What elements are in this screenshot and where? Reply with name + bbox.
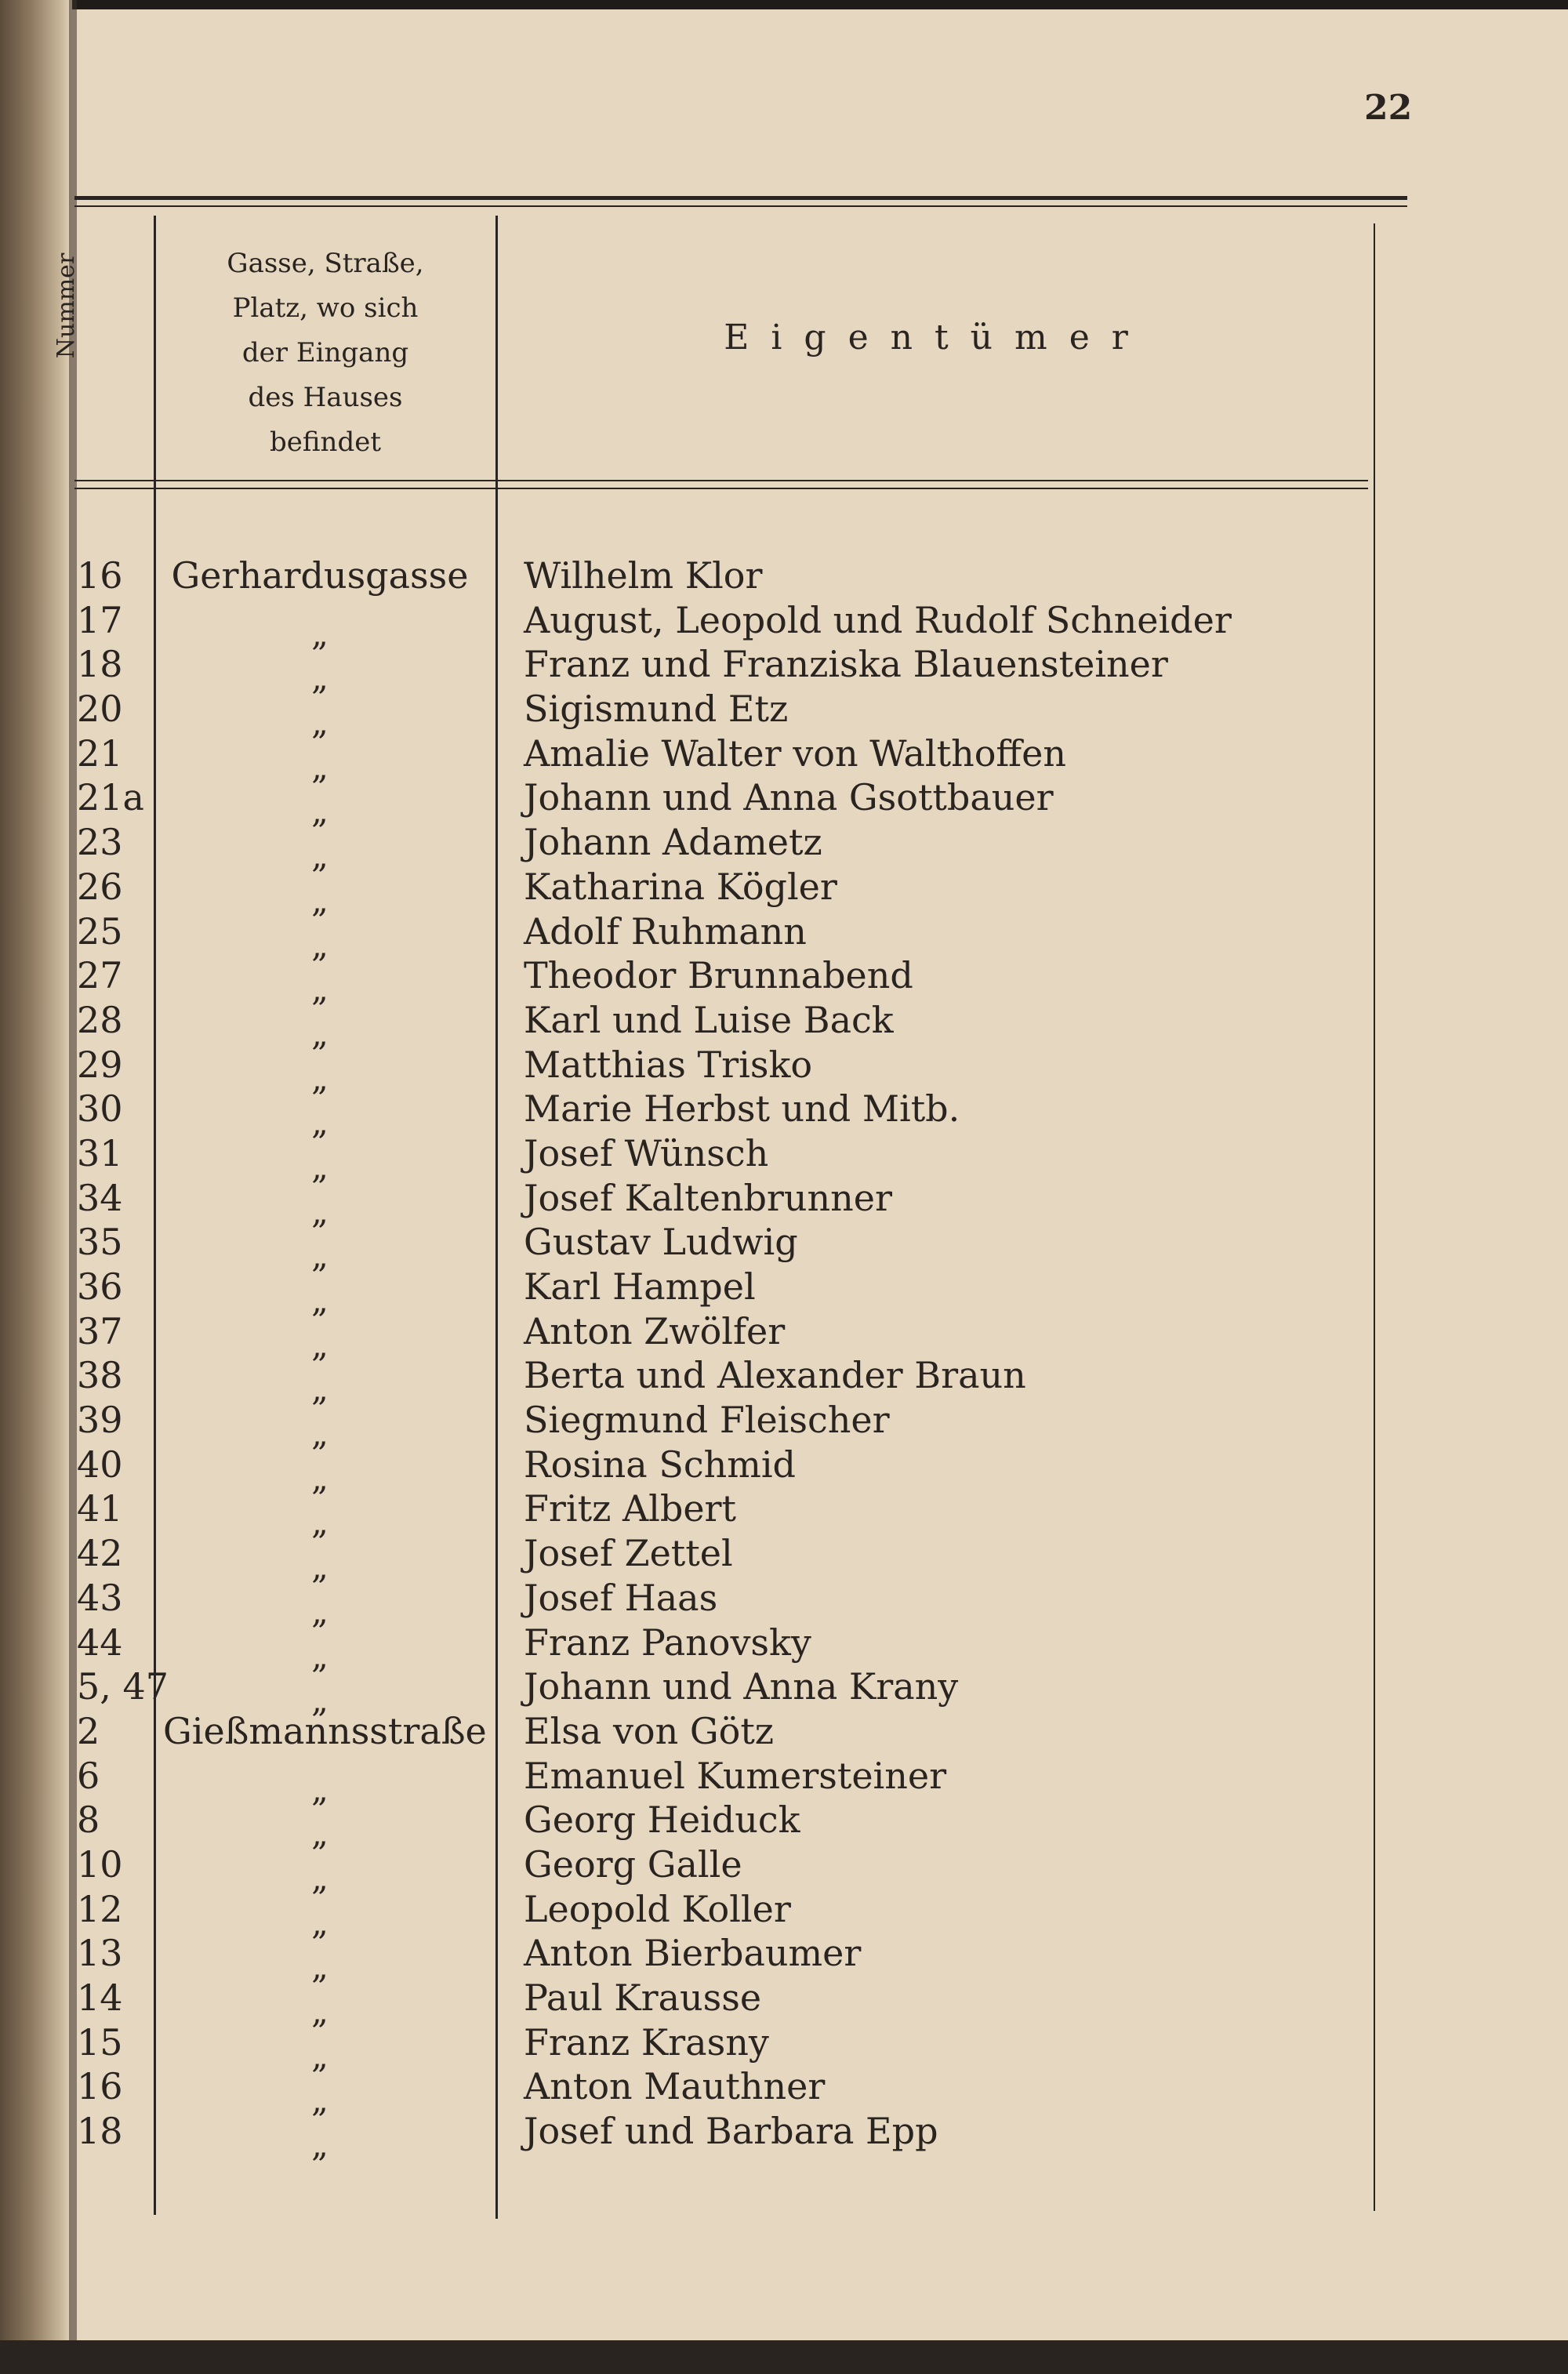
table-row xyxy=(0,1309,1568,1364)
table-row xyxy=(0,1131,1568,1186)
table-row xyxy=(0,1976,1568,2031)
house-number: 30 xyxy=(77,1087,123,1131)
house-number: 42 xyxy=(77,1532,123,1575)
table-row xyxy=(0,731,1568,786)
table-row xyxy=(0,953,1568,1009)
house-number: 17 xyxy=(77,598,123,641)
owner-name: Josef Haas xyxy=(524,1576,718,1619)
table-row xyxy=(0,1887,1568,1942)
table-row xyxy=(0,1621,1568,1675)
header-gasse-line: des Hauses xyxy=(248,382,403,413)
owner-name: Georg Heiduck xyxy=(524,1799,800,1842)
owner-name: Johann und Anna Gsottbauer xyxy=(524,776,1054,819)
table-row xyxy=(0,1043,1568,1098)
ditto-mark: „ xyxy=(311,792,328,831)
house-number: 39 xyxy=(77,1399,123,1442)
house-number: 40 xyxy=(77,1443,123,1486)
table-row xyxy=(0,909,1568,964)
house-number: 35 xyxy=(77,1221,123,1264)
ditto-mark: „ xyxy=(311,1325,328,1364)
ditto-mark: „ xyxy=(311,1236,328,1276)
ditto-mark: „ xyxy=(311,1548,328,1587)
owner-name: Franz Panovsky xyxy=(524,1621,811,1664)
house-number: 18 xyxy=(77,2110,123,2153)
owner-name: Josef Kaltenbrunner xyxy=(524,1176,892,1219)
table-row xyxy=(0,1443,1568,1497)
owner-name: Johann Adametz xyxy=(524,821,822,864)
table-row xyxy=(0,1486,1568,1542)
table-row xyxy=(0,2020,1568,2075)
ditto-mark: „ xyxy=(311,970,328,1009)
ditto-mark: „ xyxy=(311,1458,328,1497)
house-number: 10 xyxy=(77,1842,123,1886)
owner-name: Theodor Brunnabend xyxy=(524,954,913,997)
table-row xyxy=(0,554,1568,598)
header-eigentuemer: Eigentümer xyxy=(724,318,1150,358)
house-number: 44 xyxy=(77,1621,123,1664)
ditto-mark: „ xyxy=(311,1814,328,1853)
ditto-mark: „ xyxy=(311,2036,328,2075)
house-number: 16 xyxy=(77,554,123,597)
table-row xyxy=(0,598,1568,653)
owner-name: Leopold Koller xyxy=(524,1887,791,1930)
house-number: 15 xyxy=(77,2020,123,2064)
ditto-mark: „ xyxy=(311,1903,328,1942)
header-gasse-line: befindet xyxy=(269,427,381,458)
house-number: 26 xyxy=(77,865,123,908)
owner-name: Anton Zwölfer xyxy=(524,1309,786,1352)
scan-bottom-edge xyxy=(0,2340,1568,2374)
ditto-mark: „ xyxy=(311,2081,328,2120)
scan-top-edge xyxy=(0,0,1568,9)
table-row xyxy=(0,1709,1568,1754)
header-bottom-rule-2 xyxy=(74,488,1368,489)
house-number: 8 xyxy=(77,1799,100,1842)
house-number: 13 xyxy=(77,1932,123,1975)
ditto-mark: „ xyxy=(311,1947,328,1987)
owner-name: Amalie Walter von Walthoffen xyxy=(524,731,1066,775)
table-row xyxy=(0,2109,1568,2165)
table-row xyxy=(0,1531,1568,1587)
street-name: Gerhardusgasse xyxy=(171,554,469,597)
owner-name: Anton Mauthner xyxy=(524,2065,826,2108)
owner-name: Adolf Ruhmann xyxy=(524,909,807,953)
house-number: 41 xyxy=(77,1487,123,1530)
owner-name: Fritz Albert xyxy=(524,1487,737,1530)
ditto-mark: „ xyxy=(311,925,328,964)
table-row xyxy=(0,775,1568,831)
ditto-mark: „ xyxy=(311,659,328,698)
header-gasse-line: Platz, wo sich xyxy=(232,292,419,324)
owner-name: Georg Galle xyxy=(524,1842,742,1886)
house-number: 38 xyxy=(77,1354,123,1397)
house-number: 37 xyxy=(77,1309,123,1352)
ditto-mark: „ xyxy=(311,614,328,653)
house-number: 23 xyxy=(77,821,123,864)
street-name: Gießmannsstraße xyxy=(163,1709,487,1752)
house-number: 25 xyxy=(77,909,123,953)
owner-name: Karl und Luise Back xyxy=(524,998,894,1041)
ditto-mark: „ xyxy=(311,837,328,876)
ditto-mark: „ xyxy=(311,1147,328,1186)
owner-name: Anton Bierbaumer xyxy=(524,1932,862,1975)
table-top-rule xyxy=(74,196,1407,200)
table-row xyxy=(0,1576,1568,1631)
table-row xyxy=(0,1353,1568,1409)
ditto-mark: „ xyxy=(311,747,328,786)
house-number: 5, 47 xyxy=(77,1665,169,1708)
ditto-mark: „ xyxy=(311,1370,328,1409)
ditto-mark: „ xyxy=(311,880,328,920)
ditto-mark: „ xyxy=(311,1058,328,1098)
owner-name: Marie Herbst und Mitb. xyxy=(524,1087,960,1131)
house-number: 20 xyxy=(77,688,123,731)
house-number: 14 xyxy=(77,1977,123,2019)
owner-name: Gustav Ludwig xyxy=(524,1221,798,1264)
house-number: 16 xyxy=(77,2065,123,2108)
ditto-mark: „ xyxy=(311,1503,328,1542)
ditto-mark: „ xyxy=(311,1681,328,1720)
owner-name: Matthias Trisko xyxy=(524,1043,813,1086)
house-number: 2 xyxy=(77,1709,100,1752)
ditto-mark: „ xyxy=(311,1281,328,1319)
house-number: 6 xyxy=(77,1754,100,1797)
owner-name: Josef und Barbara Epp xyxy=(524,2110,938,2153)
ditto-mark: „ xyxy=(311,1192,328,1231)
table-row xyxy=(0,642,1568,698)
owner-name: Johann und Anna Krany xyxy=(524,1665,959,1708)
ditto-mark: „ xyxy=(311,1103,328,1142)
house-number: 34 xyxy=(77,1176,123,1219)
table-row xyxy=(0,1176,1568,1231)
table-row xyxy=(0,1798,1568,1853)
ditto-mark: „ xyxy=(311,1636,328,1675)
owner-name: Franz Krasny xyxy=(524,2020,769,2064)
table-row xyxy=(0,1842,1568,1897)
owner-name: Berta und Alexander Braun xyxy=(524,1354,1026,1397)
ditto-mark: „ xyxy=(311,1770,328,1809)
house-number: 29 xyxy=(77,1043,123,1086)
house-number: 18 xyxy=(77,643,123,686)
table-row xyxy=(0,1220,1568,1276)
owner-name: Sigismund Etz xyxy=(524,688,789,731)
owner-name: Paul Krausse xyxy=(524,1977,762,2019)
house-number: 21 xyxy=(77,731,123,775)
table-row xyxy=(0,1398,1568,1454)
owner-name: Josef Wünsch xyxy=(524,1131,769,1174)
owner-name: Josef Zettel xyxy=(524,1532,733,1575)
house-number: 43 xyxy=(77,1576,123,1619)
house-number: 36 xyxy=(77,1265,123,1308)
ditto-mark: „ xyxy=(311,1992,328,2031)
table-row xyxy=(0,1265,1568,1319)
header-gasse-line: der Eingang xyxy=(241,337,409,368)
table-row xyxy=(0,865,1568,920)
table-row xyxy=(0,998,1568,1053)
page-number: 22 xyxy=(1364,88,1413,128)
header-gasse xyxy=(165,241,486,465)
owner-name: Karl Hampel xyxy=(524,1265,756,1308)
owner-name: Franz und Franziska Blauensteiner xyxy=(524,643,1168,686)
house-number: 27 xyxy=(77,954,123,997)
ditto-mark: „ xyxy=(311,1592,328,1631)
owner-name: Katharina Kögler xyxy=(524,865,837,908)
table-row xyxy=(0,1754,1568,1809)
owner-name: Wilhelm Klor xyxy=(524,554,763,597)
owner-table-body xyxy=(0,554,1568,2165)
ditto-mark: „ xyxy=(311,2125,328,2165)
header-bottom-rule xyxy=(74,480,1368,481)
table-row xyxy=(0,1664,1568,1720)
house-number: 12 xyxy=(77,1887,123,1930)
table-top-rule-thin xyxy=(74,205,1407,207)
table-row xyxy=(0,820,1568,876)
table-row xyxy=(0,1931,1568,1987)
table-row xyxy=(0,1087,1568,1142)
owner-name: Emanuel Kumersteiner xyxy=(524,1754,947,1797)
table-row xyxy=(0,2064,1568,2120)
house-number: 28 xyxy=(77,998,123,1041)
owner-name: Elsa von Götz xyxy=(524,1709,775,1752)
ditto-mark: „ xyxy=(311,1014,328,1053)
ditto-mark: „ xyxy=(311,703,328,742)
owner-name: Siegmund Fleischer xyxy=(524,1399,890,1442)
owner-name: August, Leopold und Rudolf Schneider xyxy=(524,598,1232,641)
ditto-mark: „ xyxy=(311,1414,328,1454)
ditto-mark: „ xyxy=(311,1858,328,1897)
table-row xyxy=(0,687,1568,742)
header-gasse-line: Gasse, Straße, xyxy=(227,248,424,279)
owner-name: Rosina Schmid xyxy=(524,1443,796,1486)
header-nummer: Nummer xyxy=(53,252,80,359)
house-number: 21a xyxy=(77,776,144,819)
house-number: 31 xyxy=(77,1131,123,1174)
